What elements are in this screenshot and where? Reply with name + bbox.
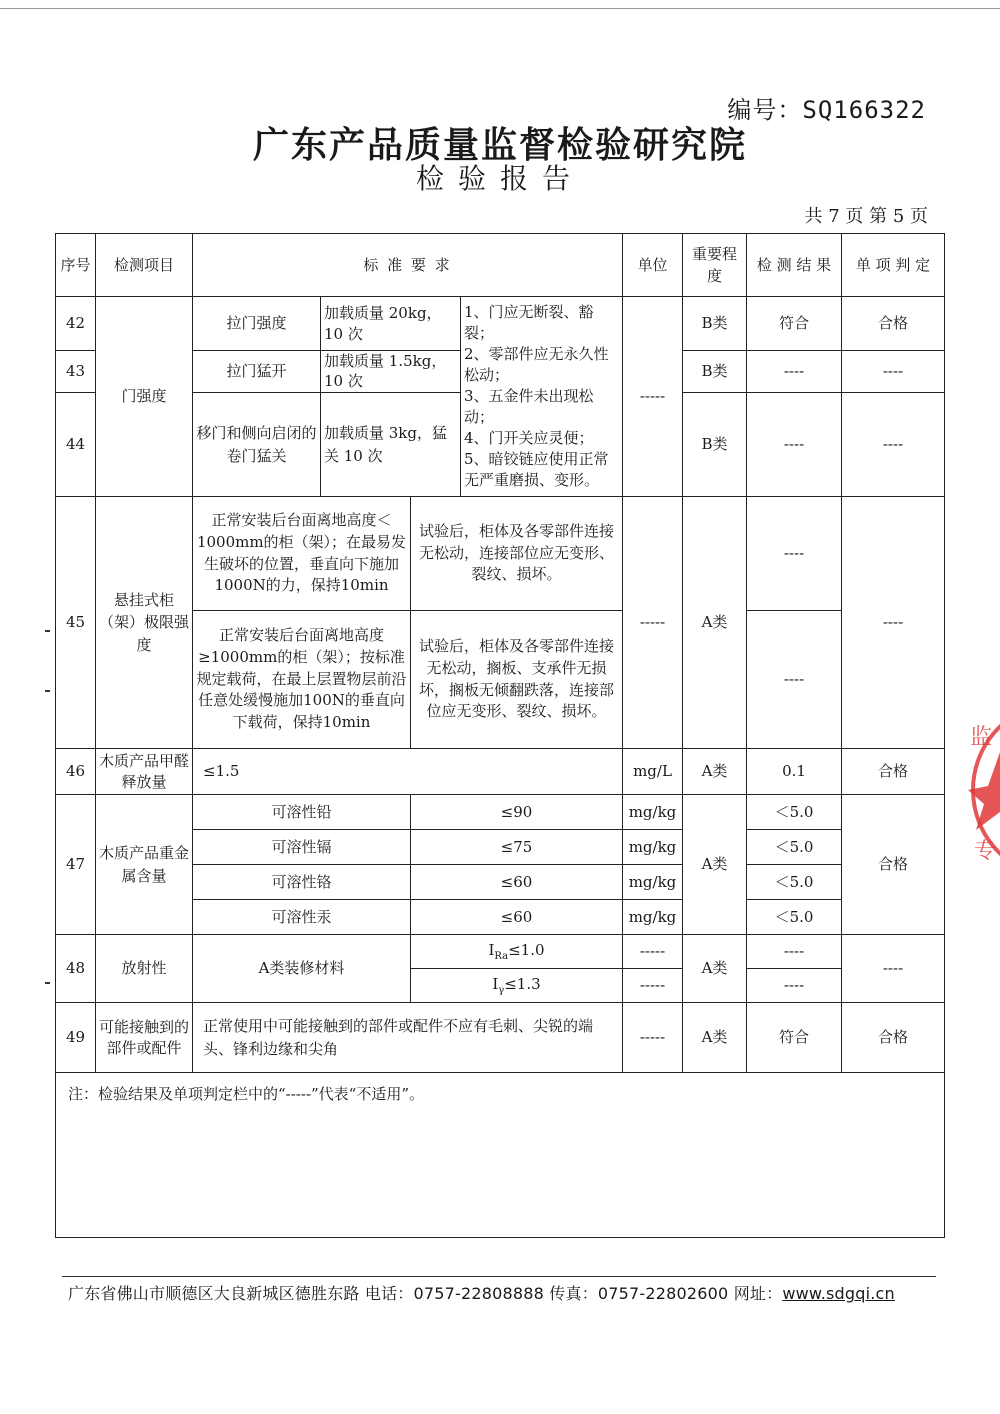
table-row — [56, 749, 945, 795]
footer-address: 广东省佛山市顺德区大良新城区德胜东路 电话：0757-22808888 传真：0757-22802600 网址： — [68, 1284, 783, 1303]
verdict: ---- — [842, 351, 945, 393]
row-no: 44 — [56, 393, 96, 497]
verdict: 合格 — [842, 749, 945, 795]
unit: mg/kg — [623, 830, 683, 865]
margin-tick — [45, 630, 50, 632]
footer — [68, 1281, 895, 1304]
result: ---- — [747, 497, 842, 611]
svg-text:专: 专 — [974, 839, 997, 864]
table-row — [56, 297, 945, 351]
inspection-table — [55, 233, 945, 1238]
requirement: ≤60 — [411, 900, 623, 935]
load-condition: 加载质量 1.5kg，10 次 — [321, 351, 461, 393]
row-no: 45 — [56, 497, 96, 749]
grade: A类 — [683, 749, 747, 795]
margin-tick — [45, 982, 50, 984]
verdict: 合格 — [842, 795, 945, 935]
item-name: 可能接触到的部件或配件 — [96, 1003, 193, 1073]
note-text: 注：检验结果及单项判定栏中的“-----”代表“不适用”。 — [56, 1073, 945, 1238]
requirement: 正常使用中可能接触到的部件或配件不应有毛刺、尖锐的端头、锋利边缘和尖角 — [193, 1003, 623, 1073]
result: ---- — [747, 351, 842, 393]
row-no: 42 — [56, 297, 96, 351]
top-rule — [0, 8, 1000, 9]
item-name: 木质产品甲醛释放量 — [96, 749, 193, 795]
result: ---- — [747, 969, 842, 1003]
unit: mg/kg — [623, 865, 683, 900]
result: 符合 — [747, 1003, 842, 1073]
result: ＜5.0 — [747, 830, 842, 865]
result: ---- — [747, 935, 842, 969]
sub-item: 可溶性汞 — [193, 900, 411, 935]
req-symbol: I — [492, 975, 499, 993]
req-limit: ≤1.0 — [508, 941, 545, 959]
result: ---- — [747, 611, 842, 749]
unit: ----- — [623, 1003, 683, 1073]
verdict: 合格 — [842, 1003, 945, 1073]
result: ---- — [747, 393, 842, 497]
sub-item: 移门和侧向启闭的卷门猛关 — [193, 393, 321, 497]
sub-item: 可溶性铅 — [193, 795, 411, 830]
footer-rule — [62, 1276, 936, 1277]
table-header-row — [56, 234, 945, 297]
grade: B类 — [683, 351, 747, 393]
report-title: 检验报告 — [415, 162, 584, 195]
svg-text:监: 监 — [970, 725, 993, 750]
col-header-unit: 单位 — [623, 234, 683, 297]
grade: A类 — [683, 795, 747, 935]
verdict: ---- — [842, 497, 945, 749]
load-condition: 加载质量 20kg，10 次 — [321, 297, 461, 351]
door-strength-item: 门强度 — [96, 297, 193, 497]
row-no: 49 — [56, 1003, 96, 1073]
door-requirements: 1、门应无断裂、豁裂； 2、零部件应无永久性松动； 3、五金件未出现松动； 4、门开关应灵便； 5、暗铰链应使用正常无严重磨损、变形。 — [461, 297, 623, 497]
grade: A类 — [683, 935, 747, 1003]
result: 符合 — [747, 297, 842, 351]
unit: ----- — [623, 935, 683, 969]
official-seal-icon — [966, 700, 1000, 880]
req-subscript: Ra — [494, 951, 509, 962]
req-symbol: I — [488, 941, 495, 959]
verdict: 合格 — [842, 297, 945, 351]
test-condition: 正常安装后台面离地高度＜1000mm的柜（架）；在最易发生破坏的位置，垂直向下施加1000N的力，保持10min — [193, 497, 411, 611]
sub-item: 可溶性镉 — [193, 830, 411, 865]
unit: ----- — [623, 969, 683, 1003]
requirement-igamma — [411, 969, 623, 1003]
req-subscript: γ — [498, 985, 505, 996]
col-header-no: 序号 — [56, 234, 96, 297]
margin-tick — [45, 690, 50, 692]
row-no: 48 — [56, 935, 96, 1003]
table-row — [56, 935, 945, 969]
requirement: 试验后，柜体及各零部件连接无松动，搁板、支承件无损坏，搁板无倾翻跌落，连接部位应无变形、裂纹、损坏。 — [411, 611, 623, 749]
result: ＜5.0 — [747, 795, 842, 830]
test-condition: A类装修材料 — [193, 935, 411, 1003]
sub-item: 拉门强度 — [193, 297, 321, 351]
row-no: 46 — [56, 749, 96, 795]
col-header-verdict: 单 项 判 定 — [842, 234, 945, 297]
result: ＜5.0 — [747, 865, 842, 900]
unit: mg/kg — [623, 795, 683, 830]
requirement: 试验后，柜体及各零部件连接无松动，连接部位应无变形、裂纹、损坏。 — [411, 497, 623, 611]
unit: ----- — [623, 497, 683, 749]
verdict: ---- — [842, 393, 945, 497]
col-header-result: 检 测 结 果 — [747, 234, 842, 297]
unit: mg/kg — [623, 900, 683, 935]
requirement: ≤75 — [411, 830, 623, 865]
verdict: ---- — [842, 935, 945, 1003]
grade: B类 — [683, 393, 747, 497]
table-row — [56, 795, 945, 830]
row-no: 43 — [56, 351, 96, 393]
table-row — [56, 497, 945, 611]
req-limit: ≤1.3 — [504, 975, 541, 993]
grade: A类 — [683, 1003, 747, 1073]
grade: B类 — [683, 297, 747, 351]
test-condition: 正常安装后台面离地高度≥1000mm的柜（架）；按标准规定载荷，在最上层置物层前沿任意处缓慢施加100N的垂直向下载荷，保持10min — [193, 611, 411, 749]
requirement: ≤60 — [411, 865, 623, 900]
institute-name: 广东产品质量监督检验研究院 — [252, 124, 747, 166]
unit: ----- — [623, 297, 683, 497]
sub-item: 可溶性铬 — [193, 865, 411, 900]
requirement: ≤90 — [411, 795, 623, 830]
table-row — [56, 1003, 945, 1073]
col-header-requirement: 标 准 要 求 — [193, 234, 623, 297]
note-row — [56, 1073, 945, 1238]
requirement: ≤1.5 — [193, 749, 623, 795]
col-header-item: 检测项目 — [96, 234, 193, 297]
sub-item: 拉门猛开 — [193, 351, 321, 393]
result: ＜5.0 — [747, 900, 842, 935]
item-name: 木质产品重金属含量 — [96, 795, 193, 935]
report-number: 编号：SQ166322 — [727, 96, 926, 124]
page-info: 共 7 页 第 5 页 — [804, 206, 928, 227]
unit: mg/L — [623, 749, 683, 795]
grade: A类 — [683, 497, 747, 749]
item-name: 放射性 — [96, 935, 193, 1003]
requirement-ira — [411, 935, 623, 969]
load-condition: 加载质量 3kg，猛关 10 次 — [321, 393, 461, 497]
item-name: 悬挂式柜（架）极限强度 — [96, 497, 193, 749]
result: 0.1 — [747, 749, 842, 795]
footer-website-link[interactable]: www.sdgqi.cn — [782, 1284, 895, 1303]
col-header-grade: 重要程度 — [683, 234, 747, 297]
row-no: 47 — [56, 795, 96, 935]
